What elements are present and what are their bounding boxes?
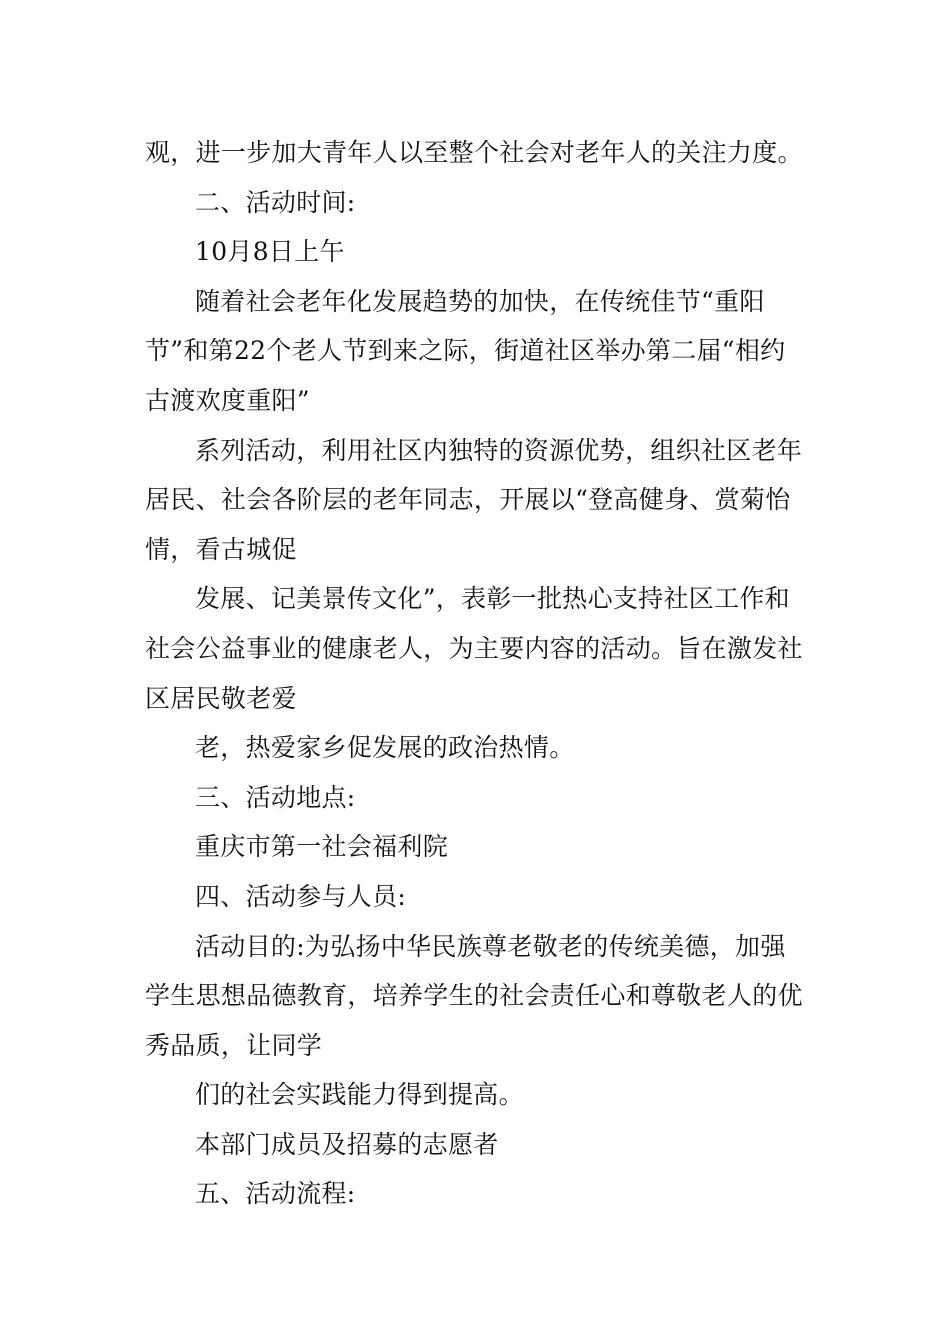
- participants-value: 本部门成员及招募的志愿者: [195, 1129, 499, 1159]
- paragraph-development: 发展、记美景传文化”，表彰一批热心支持社区工作和社会公益事业的健康老人，为主要内容的活动。旨在激发社区居民敬老爱: [145, 584, 803, 713]
- activity-location-value: 重庆市第一社会福利院: [195, 832, 449, 862]
- paragraph-background: 随着社会老年化发展趋势的加快，在传统佳节“重阳节”和第22个老人节到来之际，街道社区举办第二届“相约古渡欢度重阳”: [145, 286, 786, 415]
- paragraph-practice-ability: 们的社会实践能力得到提高。: [195, 1080, 524, 1110]
- document-body: [145, 128, 805, 1219]
- heading-activity-location: 三、活动地点:: [195, 782, 356, 812]
- heading-participants: 四、活动参与人员:: [195, 881, 407, 911]
- heading-activity-process: 五、活动流程:: [195, 1179, 356, 1209]
- paragraph-continuation: 观，进一步加大青年人以至整个社会对老年人的关注力度。: [145, 138, 803, 167]
- paragraph-activity-purpose: 活动目的:为弘扬中华民族尊老敬老的传统美德，加强学生思想品德教育，培养学生的社会责任心和尊敬老人的优秀品质，让同学: [145, 931, 803, 1060]
- paragraph-series-activity: 系列活动，利用社区内独特的资源优势，组织社区老年居民、社会各阶层的老年同志，开展以“登高健身、赏菊怡情，看古城促: [145, 435, 803, 564]
- activity-time-value: 10月8日上午: [195, 237, 345, 267]
- heading-activity-time: 二、活动时间:: [195, 187, 356, 217]
- paragraph-enthusiasm: 老，热爱家乡促发展的政治热情。: [195, 733, 575, 763]
